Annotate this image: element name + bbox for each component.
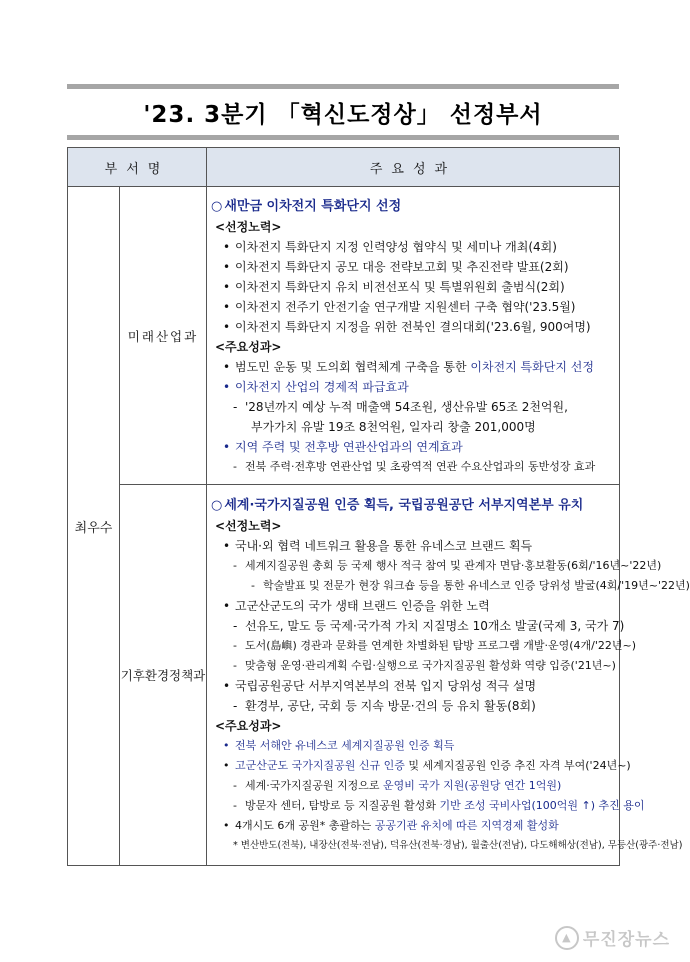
efforts-label: <선정노력> [215,519,282,533]
list-subitem: - 방문자 센터, 탐방로 등 지질공원 활성화 기반 조성 국비사업(100억원 ↑) 추진 용이 [233,799,645,812]
page-title: '23. 3분기 「혁신도정상」 선정부서 [143,102,543,128]
headline: ○ 세계·국가지질공원 인증 획득, 국립공원공단 서부지역본부 유치 [211,498,584,513]
list-item: • 이차전지 특화단지 지정을 위한 전북인 결의대회('23.6월, 900여명) [223,319,591,334]
list-item: • 4개시도 6개 공원* 총괄하는 공공기관 유치에 따른 지역경제 활성화 [223,819,559,832]
results-label: <주요성과> [215,339,282,354]
list-subitem: - 세계지질공원 총회 등 국제 행사 적극 참여 및 관계자 면담·홍보활동(6회/'16년~'22년) [233,559,662,572]
list-subitem: - 환경부, 공단, 국회 등 지속 방문·건의 등 유치 활동(8회) [233,699,536,713]
list-item: • 이차전지 특화단지 지정 인력양성 협약식 및 세미나 개최(4회) [223,239,557,254]
efforts-label: <선정노력> [215,219,282,234]
watermark-logo-icon: ▲ [555,926,579,950]
list-item: • 이차전지 산업의 경제적 파급효과 [223,379,409,394]
list-item: • 고군산군도의 국가 생태 브랜드 인증을 위한 노력 [223,599,490,613]
list-item: • 이차전지 전주기 안전기술 연구개발 지원센터 구축 협약('23.5월) [223,299,576,314]
headline: ○ 새만금 이차전지 특화단지 선정 [211,198,402,214]
header-department: 부서명 [68,148,207,187]
list-item: • 전북 서해안 유네스코 세계지질공원 인증 획득 [223,739,455,752]
list-subitem: - 세계·국가지질공원 지정으로 운영비 국가 지원(공원당 연간 1억원) [233,779,562,792]
list-subitem: - 맞춤형 운영·관리계획 수립·실행으로 국가지질공원 활성화 역량 입증('21년~) [233,659,616,672]
list-item: • 지역 주력 및 전후방 연관산업과의 연계효과 [223,439,463,454]
list-subitem: - 선유도, 말도 등 국제·국가적 가치 지질명소 10개소 발굴(국제 3, 국가 7) [233,619,625,633]
header-main-results: 주요성과 [207,148,620,187]
results-cell [207,485,690,866]
list-item: • 국내·외 협력 네트워크 활용을 통한 유네스코 브랜드 획득 [223,539,533,553]
list-item: • 이차전지 특화단지 유치 비전선포식 및 특별위원회 출범식(2회) [223,279,565,294]
department-name: 기후환경정책과 [120,485,207,866]
title-bottom-rule [67,135,619,140]
list-subitem: - 학술발표 및 전문가 현장 워크숍 등을 통한 유네스코 인증 당위성 발굴(4회/'19년~'22년) [251,579,690,592]
list-subitem: - '28년까지 예상 누적 매출액 54조원, 생산유발 65조 2천억원, [233,399,568,414]
list-subitem: - 도서(島嶼) 경관과 문화를 연계한 차별화된 탐방 프로그램 개발·운영(4개/'22년~) [233,639,636,652]
table-row [68,485,620,866]
department-name: 미래산업과 [120,187,207,485]
list-subitem: - 전북 주력·전후방 연관산업 및 초광역적 연관 수요산업과의 동반성장 효과 [233,459,596,473]
award-table [67,147,690,866]
results-cell [207,187,620,485]
list-item: • 국립공원공단 서부지역본부의 전북 입지 당위성 적극 설명 [223,679,537,693]
title-block [67,84,619,140]
watermark-text: 무진장뉴스 [582,930,670,950]
list-item: • 범도민 운동 및 도의회 협력체계 구축을 통한 이차전지 특화단지 선정 [223,359,594,374]
grade-cell: 최우수 [68,187,120,866]
list-subitem-continued: 부가가치 유발 19조 8천억원, 일자리 창출 201,000명 [251,419,536,434]
table-header-row [68,148,620,187]
results-label: <주요성과> [215,719,282,733]
footnote: * 변산반도(전북), 내장산(전북·전남), 덕유산(전북·경남), 월출산(전남), 다도해해상(전남), 무등산(광주·전남) [233,840,683,851]
table-row [68,187,620,485]
watermark [555,925,670,950]
list-item: • 이차전지 특화단지 공모 대응 전략보고회 및 추진전략 발표(2회) [223,259,569,274]
list-item: • 고군산군도 국가지질공원 신규 인증 및 세계지질공원 인증 추진 자격 부여('24년~) [223,759,631,772]
